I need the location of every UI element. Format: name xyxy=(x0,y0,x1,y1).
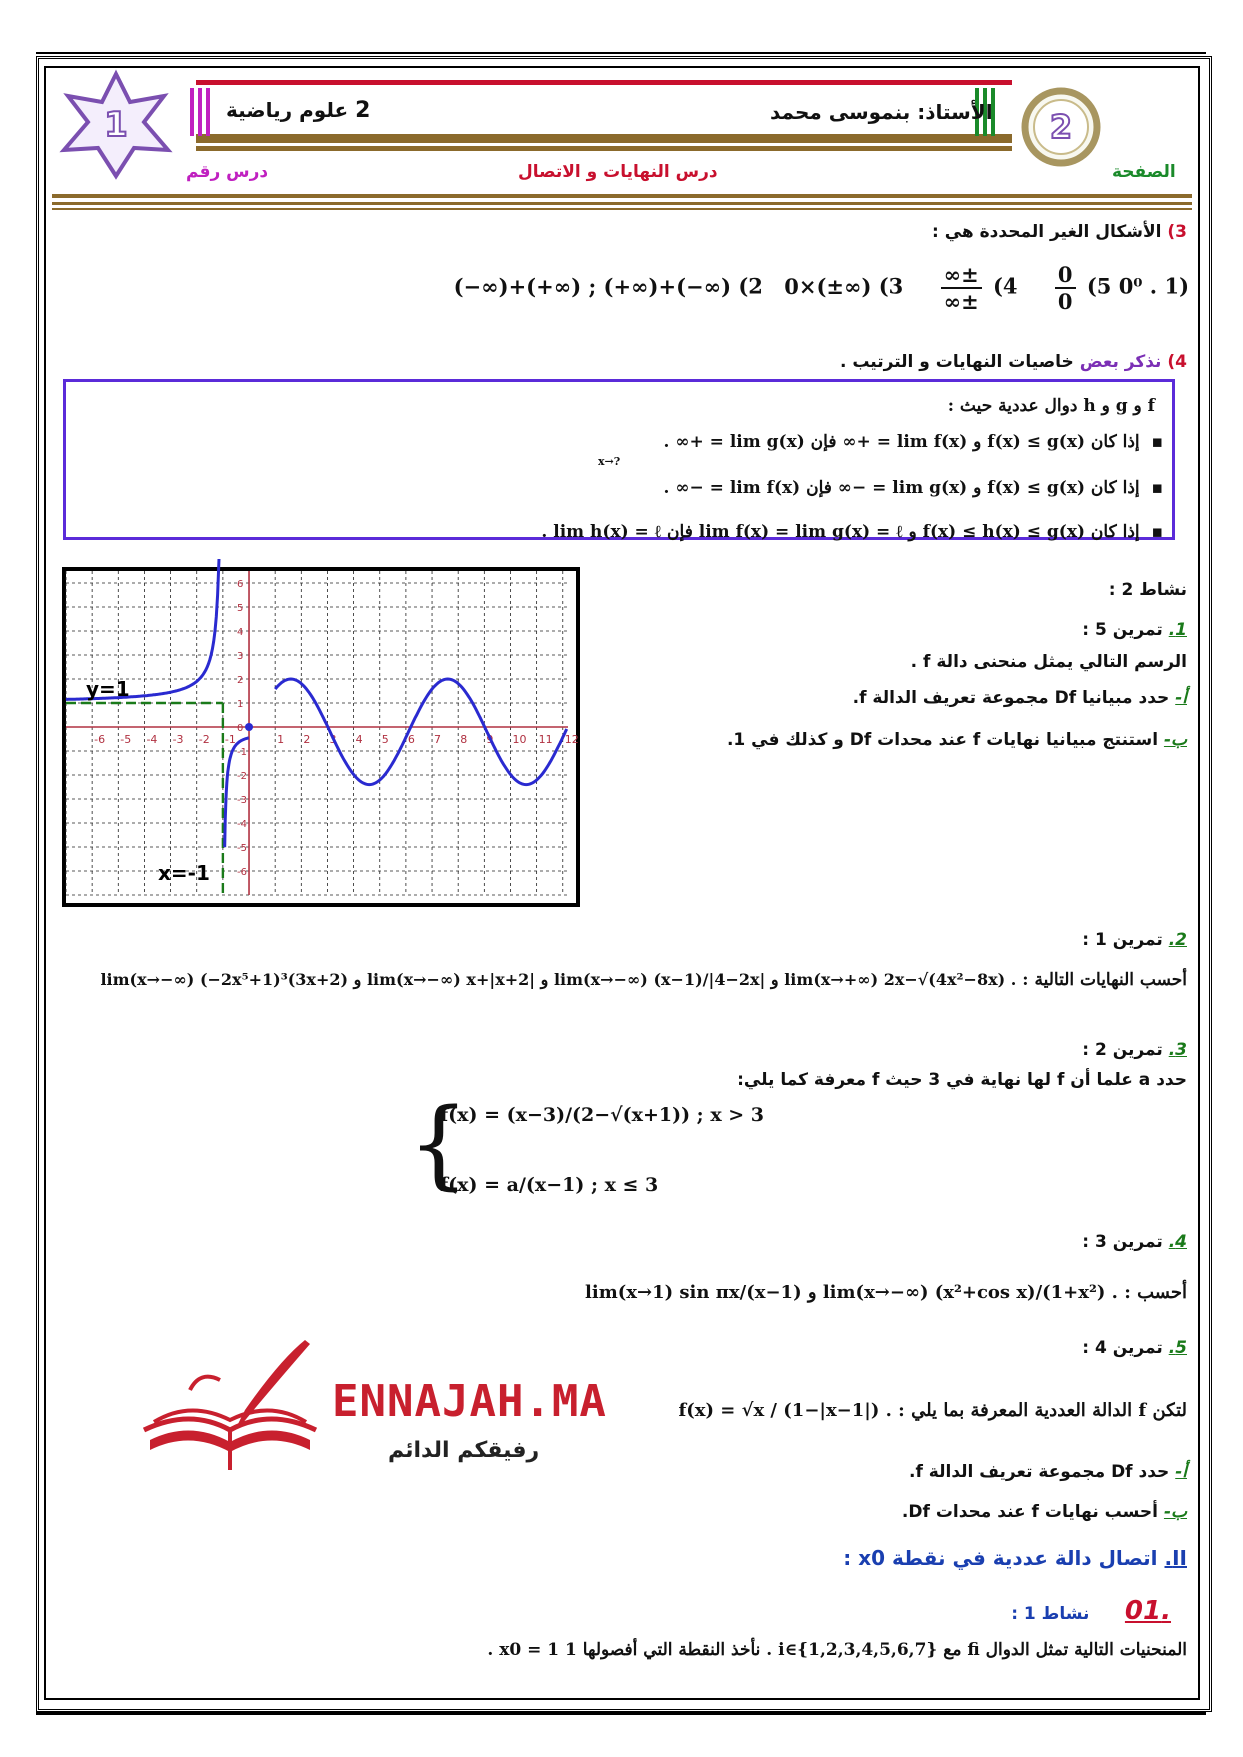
activity2-title: نشاط 2 : xyxy=(1108,580,1187,600)
secII-heading: II. اتصال دالة عددية في نقطة x0 : xyxy=(843,1546,1187,1570)
header-stripe-red-top xyxy=(196,80,1012,85)
y-tick-label: 2 xyxy=(237,675,244,686)
header-bottom-rule xyxy=(52,208,1192,210)
sec4-title: 4) نذكر بعض خاصيات النهايات و الترتيب . xyxy=(839,352,1187,372)
graph-canvas xyxy=(66,571,579,895)
ex2-brace-icon: { xyxy=(408,1088,470,1200)
x-tick-label: 10 xyxy=(512,733,527,746)
x-tick-label: 1 xyxy=(277,733,285,746)
ex1-line-1: أحسب النهايات التالية : xyxy=(1022,970,1187,990)
lesson-badge-star-icon xyxy=(52,70,180,180)
sec3-title: 3) الأشكال الغير المحددة هي : xyxy=(932,222,1187,242)
header-bars-left xyxy=(190,88,194,136)
y-tick-label: -6 xyxy=(237,867,248,878)
limit-subscript: x→? xyxy=(598,455,621,468)
curve-endpoint-dot xyxy=(245,723,253,731)
curve-right-branch xyxy=(275,679,567,785)
bottom-rule xyxy=(36,1712,1206,1715)
form-5-num: (5 xyxy=(1086,273,1112,299)
ex5-question-b: ب- استنتج مبيانيا نهايات f عند محدات Df و كذلك في 1. xyxy=(726,730,1187,750)
top-rule xyxy=(36,52,1206,54)
form-2: 0×(±∞) xyxy=(784,273,872,299)
page-label: الصفحة xyxy=(1112,162,1176,182)
ex4-heading: 5. تمرين 4 : xyxy=(1082,1338,1187,1358)
x-tick-label: 2 xyxy=(303,733,311,746)
secII-line-1: المنحنيات التالية تمثل الدوال fi مع i∈{1,2,3,4,5,6,7} . نأخذ النقطة التي أفصولها 1 x0 = 1 . xyxy=(487,1640,1187,1660)
form-2-num: (2 xyxy=(738,273,763,299)
graph-label-xm1: x=-1 xyxy=(158,861,210,885)
header-bars-left xyxy=(198,88,202,136)
y-tick-label: 4 xyxy=(237,627,244,638)
watermark-tagline: رفيقكم الدائم xyxy=(388,1438,540,1463)
ex4-fx: f(x) = √x / (1−|x−1|) . xyxy=(678,1400,892,1421)
x-tick-label: 3 xyxy=(329,733,337,746)
x-tick-label: -5 xyxy=(120,733,132,746)
x-tick-label: -1 xyxy=(224,733,236,746)
ex5-heading: 1. تمرين 5 : xyxy=(1082,620,1187,640)
x-tick-label: 5 xyxy=(381,733,389,746)
x-tick-label: 9 xyxy=(486,733,494,746)
form-1: (−∞)+(+∞) ; (+∞)+(−∞) xyxy=(453,273,732,299)
ex3-heading: 4. تمرين 3 : xyxy=(1082,1232,1187,1252)
x-tick-label: -6 xyxy=(94,733,106,746)
graph-label-y1: y=1 xyxy=(86,677,130,701)
x-tick-label: 8 xyxy=(460,733,468,746)
ex1-limits: lim(x→−∞) (−2x⁵+1)³(3x+2) و lim(x→−∞) x+|x+2| و lim(x→−∞) (x−1)/|4−2x| و lim(x→+∞) 2x−√(4x²−8x) . xyxy=(100,970,1017,989)
x-tick-label: -2 xyxy=(198,733,210,746)
watermark-brand: ENNAJAH.MA xyxy=(332,1376,607,1427)
header-bottom-rule xyxy=(52,202,1192,205)
form-1-num: (1 xyxy=(1164,273,1189,299)
header-bars-left xyxy=(206,88,210,136)
ex2-heading: 3. تمرين 2 : xyxy=(1082,1040,1187,1060)
class-badge-circle-icon xyxy=(1020,86,1102,168)
form-3: $\frac{\pm\infty}{\pm\infty}$ xyxy=(941,262,982,314)
header-stripe-brown-1 xyxy=(196,134,1012,143)
quill-book-logo-icon xyxy=(130,1330,330,1480)
y-tick-label: -2 xyxy=(237,771,248,782)
ex5-line-1: الرسم التالي يمثل منحنى دالة f . xyxy=(910,652,1187,672)
ex4-question-b: ب- أحسب نهايات f عند محدات Df. xyxy=(901,1502,1187,1522)
x-tick-label: -3 xyxy=(172,733,184,746)
activity1-heading: .01 نشاط 1 : xyxy=(1011,1596,1171,1626)
ex4-question-a: أ- حدد Df مجموعة تعريف الدالة f. xyxy=(909,1462,1187,1482)
y-tick-label: -1 xyxy=(237,747,248,758)
x-tick-label: 7 xyxy=(434,733,442,746)
y-tick-label: 0 xyxy=(237,723,244,734)
class-label: 2 علوم رياضية xyxy=(226,98,371,123)
ex1-statement xyxy=(100,970,1187,990)
x-tick-label: 4 xyxy=(355,733,363,746)
form-4: $\frac{0}{0}$ xyxy=(1055,262,1076,314)
ex4-statement xyxy=(678,1400,1187,1421)
ex3-limits: lim(x→1) sin πx/(x−1) و lim(x→−∞) (x²+cos x)/(1+x²) . xyxy=(585,1282,1118,1303)
y-tick-label: 1 xyxy=(237,699,244,710)
y-tick-label: -4 xyxy=(237,819,248,830)
x-tick-label: 6 xyxy=(407,733,415,746)
property-2: ▪ إذا كان f(x) ≤ g(x) و lim g(x) = −∞ فإن lim f(x) = −∞ . xyxy=(663,478,1163,498)
ex4-line-1: لتكن f الدالة العددية المعرفة بما يلي : xyxy=(898,1400,1187,1421)
lesson-title: درس النهايات و الاتصال xyxy=(518,162,718,182)
form-5: 0⁰ . xyxy=(1118,273,1158,299)
y-tick-label: 6 xyxy=(237,579,244,590)
x-tick-label: 11 xyxy=(538,733,553,746)
x-tick-label: -4 xyxy=(146,733,158,746)
properties-intro: f و g و h دوال عددية حيث : xyxy=(947,396,1155,416)
ex2-line-1: حدد a علما أن f لها نهاية في 3 حيث f معرفة كما يلي: xyxy=(737,1070,1187,1090)
badge-right-text: 2 xyxy=(1049,108,1073,146)
indeterminate-forms xyxy=(440,262,1189,314)
header-bottom-rule xyxy=(52,194,1192,198)
y-tick-label: -3 xyxy=(237,795,248,806)
ex3-line-1: أحسب : xyxy=(1124,1282,1187,1303)
badge-left-text: 1 xyxy=(104,105,128,145)
form-4-num: (4 xyxy=(993,273,1018,299)
y-tick-label: -5 xyxy=(237,843,248,854)
ex2-case-1: f(x) = (x−3)/(2−√(x+1)) ; x > 3 xyxy=(440,1104,765,1126)
x-tick-label: 12 xyxy=(564,733,579,746)
header-stripe-brown-2 xyxy=(196,146,1012,151)
property-3: ▪ إذا كان f(x) ≤ h(x) ≤ g(x) و lim f(x) = lim g(x) = ℓ فإن lim h(x) = ℓ . xyxy=(541,522,1163,542)
ex1-heading: 2. تمرين 1 : xyxy=(1082,930,1187,950)
form-3-num: (3 xyxy=(878,273,904,299)
property-1: ▪ إذا كان f(x) ≤ g(x) و lim f(x) = +∞ فإن lim g(x) = +∞ . xyxy=(663,432,1163,452)
function-graph xyxy=(62,567,580,907)
y-tick-label: 5 xyxy=(237,603,244,614)
y-tick-label: 3 xyxy=(237,651,244,662)
ex2-case-2: f(x) = a/(x−1) ; x ≤ 3 xyxy=(440,1174,659,1196)
teacher-name: الأستاذ: بنموسى محمد xyxy=(770,100,993,124)
lesson-number-label: درس رقم xyxy=(186,162,269,182)
ex3-statement xyxy=(585,1282,1187,1303)
ex5-question-a: أ- حدد مبيانيا Df مجموعة تعريف الدالة f. xyxy=(852,688,1187,708)
